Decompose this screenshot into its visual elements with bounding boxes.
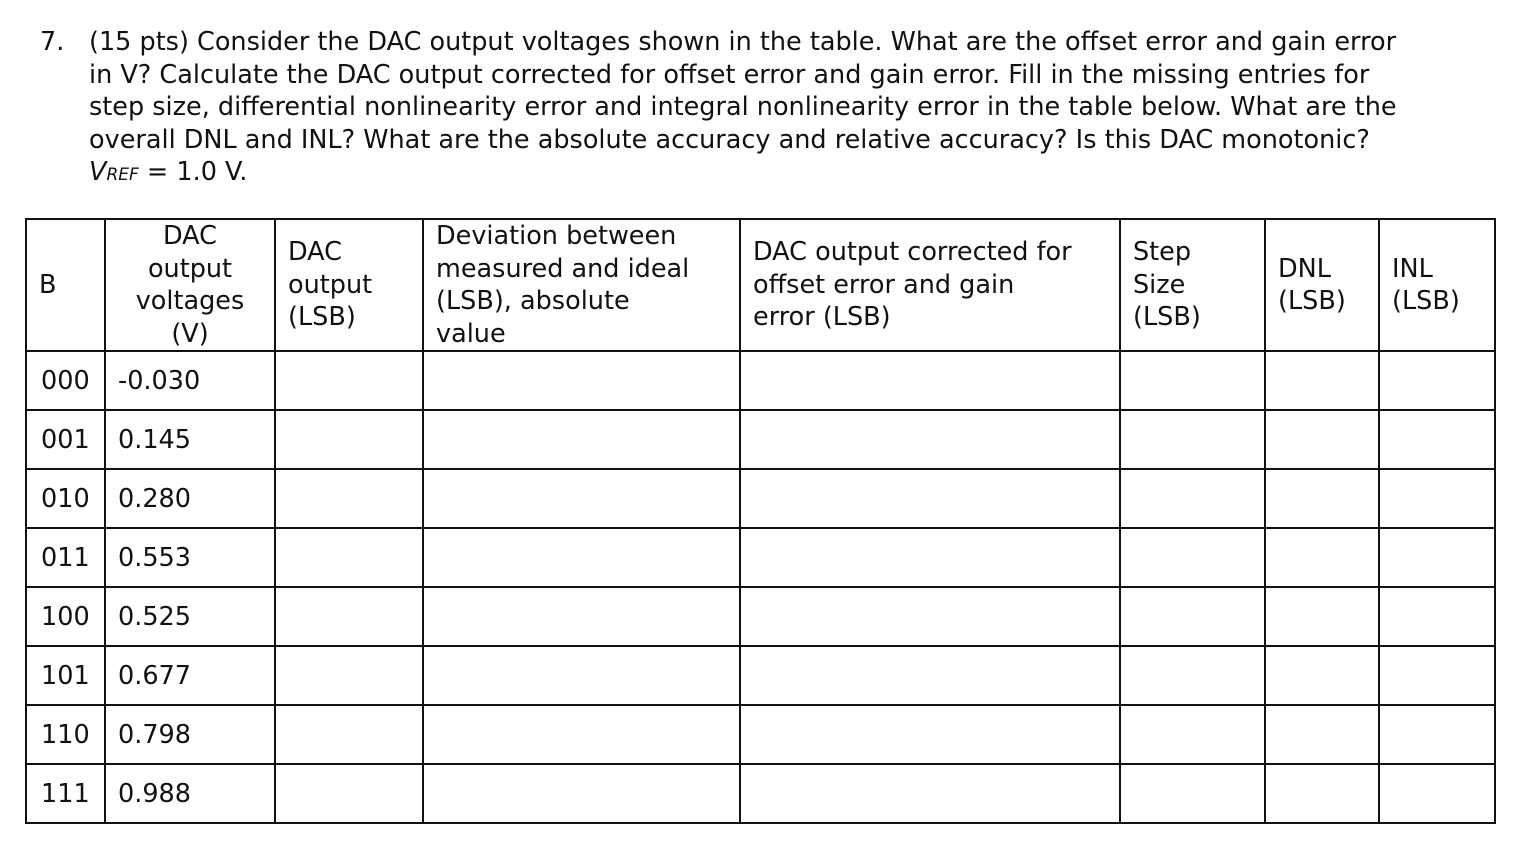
empty-cell [1120, 587, 1265, 646]
header-dnl: DNL (LSB) [1265, 219, 1379, 351]
row-code: 101 [26, 646, 105, 705]
empty-cell [275, 528, 423, 587]
empty-cell [275, 764, 423, 823]
row-voltage: 0.525 [105, 587, 275, 646]
header-corrected-output: DAC output corrected for offset error and gain error (LSB) [740, 219, 1120, 351]
empty-cell [275, 410, 423, 469]
table-row [26, 705, 1495, 764]
row-code: 100 [26, 587, 105, 646]
header-output-voltages: DAC output voltages (V) [105, 219, 275, 351]
row-voltage: 0.553 [105, 528, 275, 587]
row-code: 010 [26, 469, 105, 528]
empty-cell [275, 646, 423, 705]
empty-cell [1379, 528, 1495, 587]
question-line: step size, differential nonlinearity error and integral nonlinearity error in the table below. What are the [89, 92, 1397, 122]
empty-cell [1379, 764, 1495, 823]
empty-cell [275, 705, 423, 764]
empty-cell [423, 410, 740, 469]
table-row [26, 410, 1495, 469]
row-code: 011 [26, 528, 105, 587]
empty-cell [1265, 646, 1379, 705]
question-line: (15 pts) Consider the DAC output voltages shown in the table. What are the offset error and gain error [89, 27, 1397, 57]
empty-cell [275, 469, 423, 528]
empty-cell [1120, 646, 1265, 705]
empty-cell [1120, 351, 1265, 410]
empty-cell [1265, 528, 1379, 587]
empty-cell [1265, 410, 1379, 469]
empty-cell [275, 351, 423, 410]
empty-cell [740, 351, 1120, 410]
header-inl: INL (LSB) [1379, 219, 1495, 351]
empty-cell [1265, 705, 1379, 764]
empty-cell [1379, 646, 1495, 705]
empty-cell [740, 764, 1120, 823]
empty-cell [1379, 587, 1495, 646]
header-output-lsb: DAC output (LSB) [275, 219, 423, 351]
question-line: in V? Calculate the DAC output corrected for offset error and gain error. Fill in the missing entries for [89, 59, 1370, 90]
row-voltage: 0.145 [105, 410, 275, 469]
empty-cell [740, 410, 1120, 469]
vref-value: = 1.0 V. [138, 157, 248, 187]
empty-cell [740, 587, 1120, 646]
table-row [26, 587, 1495, 646]
empty-cell [1265, 764, 1379, 823]
table-row [26, 646, 1495, 705]
question-number: 7. [40, 27, 65, 57]
empty-cell [275, 587, 423, 646]
row-voltage: 0.280 [105, 469, 275, 528]
empty-cell [1265, 587, 1379, 646]
header-b: B [26, 219, 105, 351]
empty-cell [423, 587, 740, 646]
vref-line [89, 156, 1490, 192]
row-code: 110 [26, 705, 105, 764]
question-line: overall DNL and INL? What are the absolute accuracy and relative accuracy? Is this DAC monotonic? [89, 124, 1370, 155]
vref-symbol: V [89, 157, 107, 187]
table-row [26, 469, 1495, 528]
empty-cell [740, 705, 1120, 764]
header-step-size: Step Size (LSB) [1120, 219, 1265, 351]
vref-subscript: REF [106, 165, 139, 185]
empty-cell [1120, 469, 1265, 528]
table-row [26, 528, 1495, 587]
question-text [40, 26, 1490, 192]
empty-cell [423, 528, 740, 587]
empty-cell [423, 705, 740, 764]
row-code: 111 [26, 764, 105, 823]
empty-cell [423, 764, 740, 823]
empty-cell [1120, 410, 1265, 469]
empty-cell [1120, 764, 1265, 823]
table-header-row [26, 219, 1495, 351]
empty-cell [740, 646, 1120, 705]
row-code: 000 [26, 351, 105, 410]
row-voltage: 0.798 [105, 705, 275, 764]
empty-cell [1379, 469, 1495, 528]
empty-cell [423, 351, 740, 410]
table-row [26, 764, 1495, 823]
empty-cell [1265, 469, 1379, 528]
row-voltage: 0.988 [105, 764, 275, 823]
header-deviation: Deviation between measured and ideal (LSB), absolute value [423, 219, 740, 351]
dac-table [25, 218, 1496, 824]
empty-cell [1120, 705, 1265, 764]
empty-cell [1379, 705, 1495, 764]
empty-cell [1379, 410, 1495, 469]
empty-cell [423, 469, 740, 528]
empty-cell [740, 469, 1120, 528]
row-voltage: 0.677 [105, 646, 275, 705]
empty-cell [1265, 351, 1379, 410]
empty-cell [423, 646, 740, 705]
empty-cell [1120, 528, 1265, 587]
table-row [26, 351, 1495, 410]
row-voltage: -0.030 [105, 351, 275, 410]
question-body [89, 26, 1490, 192]
row-code: 001 [26, 410, 105, 469]
empty-cell [740, 528, 1120, 587]
empty-cell [1379, 351, 1495, 410]
